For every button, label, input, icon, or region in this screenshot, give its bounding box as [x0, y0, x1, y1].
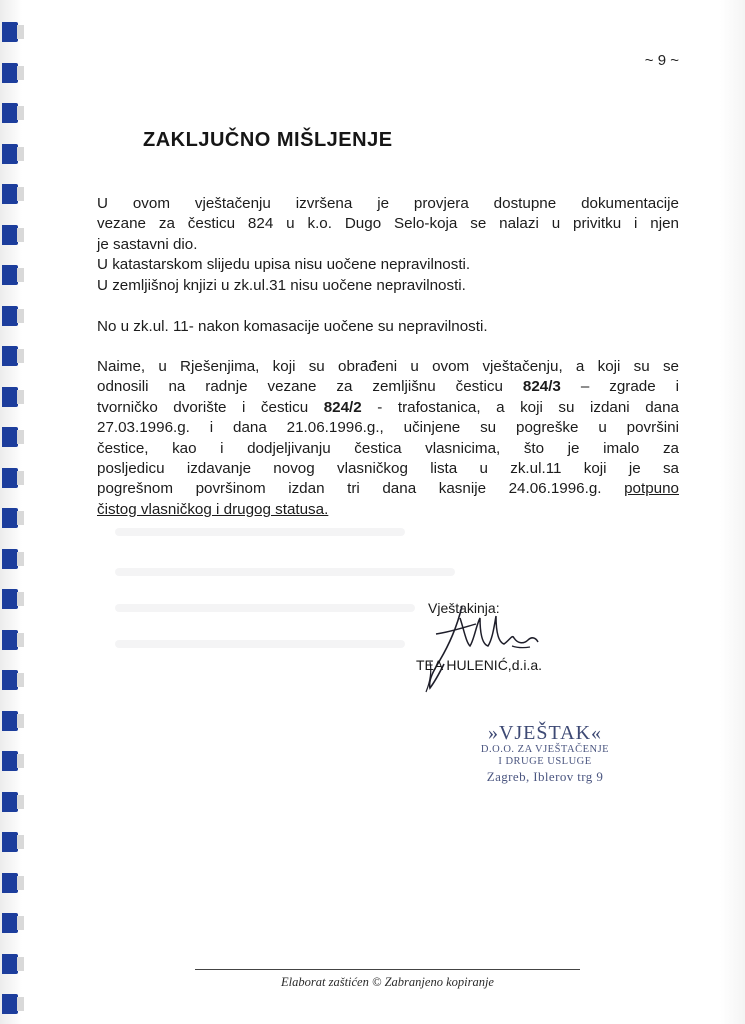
binding-ring — [2, 306, 18, 326]
binding-ring — [2, 873, 18, 893]
binding-ring — [2, 670, 18, 690]
binding-hole — [17, 673, 24, 687]
binding-hole — [17, 309, 24, 323]
binding-ring — [2, 346, 18, 366]
binding-hole — [17, 835, 24, 849]
binding-ring — [2, 22, 18, 42]
binding-hole — [17, 390, 24, 404]
binding-hole — [17, 997, 24, 1011]
paragraph-details — [97, 357, 679, 520]
binding-ring — [2, 589, 18, 609]
line-segment: - trafostanica, a koji su izdani dana — [361, 398, 679, 416]
show-through-text — [115, 640, 405, 648]
paragraph-line: vezane za česticu 824 u k.o. Dugo Selo-koja se nalazi u privitku i njen — [97, 215, 679, 233]
binding-hole — [17, 66, 24, 80]
footer-notice: Elaborat zaštićen © Zabranjeno kopiranje — [281, 975, 494, 989]
binding-hole — [17, 876, 24, 890]
binding-ring — [2, 913, 18, 933]
binding-ring — [2, 549, 18, 569]
signature-label: Vještakinja: — [428, 600, 500, 616]
binding-hole — [17, 552, 24, 566]
binding-hole — [17, 187, 24, 201]
parcel-number-824-2: 824/2 — [323, 398, 362, 416]
handwritten-signature — [400, 588, 560, 693]
parcel-number-824-3: 824/3 — [522, 378, 561, 396]
paragraph-line: je sastavni dio. — [97, 235, 198, 253]
show-through-text — [115, 604, 415, 612]
paragraph-irregularities — [97, 317, 679, 337]
underlined-text: potpuno — [624, 480, 679, 498]
paragraph-line: U ovom vještačenju izvršena je provjera dostupne dokumentacije — [97, 195, 679, 212]
paragraph-line: čestice, kao i dodjeljivanju čestica vlasnicima, što je imalo za — [97, 439, 679, 457]
binding-hole — [17, 511, 24, 525]
stamp-brand: »VJEŠTAK« — [487, 722, 603, 744]
binding-ring — [2, 711, 18, 731]
stamp-address: Zagreb, Iblerov trg 9 — [486, 769, 604, 784]
binding-ring — [2, 184, 18, 204]
binding-ring — [2, 792, 18, 812]
paragraph-findings — [97, 194, 679, 296]
binding-ring — [2, 387, 18, 407]
binding-ring — [2, 468, 18, 488]
paragraph-line: U zemljišnoj knjizi u zk.ul.31 nisu uočene nepravilnosti. — [97, 276, 466, 294]
binding-ring — [2, 954, 18, 974]
page-number: ~ 9 ~ — [644, 52, 679, 69]
paragraph-line — [97, 377, 679, 397]
show-through-text — [115, 528, 405, 536]
company-stamp — [455, 722, 635, 786]
line-segment: pogrešnom površinom izdan tri dana kasnije 24.06.1996.g. — [97, 480, 625, 498]
binding-hole — [17, 592, 24, 606]
line-segment: tvorničko dvorište i česticu — [97, 398, 324, 416]
binding-hole — [17, 957, 24, 971]
binding-hole — [17, 754, 24, 768]
binding-hole — [17, 633, 24, 647]
binding-hole — [17, 430, 24, 444]
binding-ring — [2, 427, 18, 447]
binding-ring — [2, 103, 18, 123]
binding-hole — [17, 268, 24, 282]
paragraph-line: U katastarskom slijedu upisa nisu uočene nepravilnosti. — [97, 256, 471, 274]
underlined-text: čistog vlasničkog i drugog statusa. — [97, 500, 329, 518]
line-segment: – zgrade i — [560, 378, 680, 396]
paragraph-line: No u zk.ul. 11- nakon komasacije uočene su nepravilnosti. — [97, 318, 488, 335]
binding-ring — [2, 832, 18, 852]
stamp-line: I DRUGE USLUGE — [498, 756, 592, 767]
paragraph-line: Naime, u Rješenjima, koji su obrađeni u ovom vještačenju, a koji su se — [97, 358, 679, 375]
binding-hole — [17, 228, 24, 242]
binding-hole — [17, 714, 24, 728]
binding-ring — [2, 144, 18, 164]
paragraph-line — [97, 500, 679, 520]
binding-hole — [17, 471, 24, 485]
binding-ring — [2, 630, 18, 650]
stamp-line: D.O.O. ZA VJEŠTAČENJE — [480, 744, 610, 755]
line-segment: odnosili na radnje vezane za zemljišnu česticu — [97, 378, 523, 396]
footer-divider — [195, 969, 580, 970]
paragraph-line — [97, 479, 679, 499]
binding-hole — [17, 349, 24, 363]
spiral-binding — [0, 0, 26, 1024]
binding-ring — [2, 265, 18, 285]
paragraph-line: posljedicu izdavanje novog vlasničkog lista u zk.ul.11 koji je sa — [97, 460, 679, 478]
binding-hole — [17, 795, 24, 809]
signer-name: TEA HULENIĆ,d.i.a. — [416, 657, 543, 673]
binding-hole — [17, 916, 24, 930]
binding-ring — [2, 63, 18, 83]
paragraph-line — [97, 398, 679, 418]
binding-ring — [2, 508, 18, 528]
page-title: ZAKLJUČNO MIŠLJENJE — [143, 129, 393, 151]
paragraph-line: 27.03.1996.g. i dana 21.06.1996.g., učinjene su pogreške u površini — [97, 419, 679, 437]
binding-ring — [2, 225, 18, 245]
show-through-text — [115, 568, 455, 576]
binding-hole — [17, 147, 24, 161]
binding-hole — [17, 106, 24, 120]
binding-hole — [17, 25, 24, 39]
binding-ring — [2, 751, 18, 771]
binding-ring — [2, 994, 18, 1014]
